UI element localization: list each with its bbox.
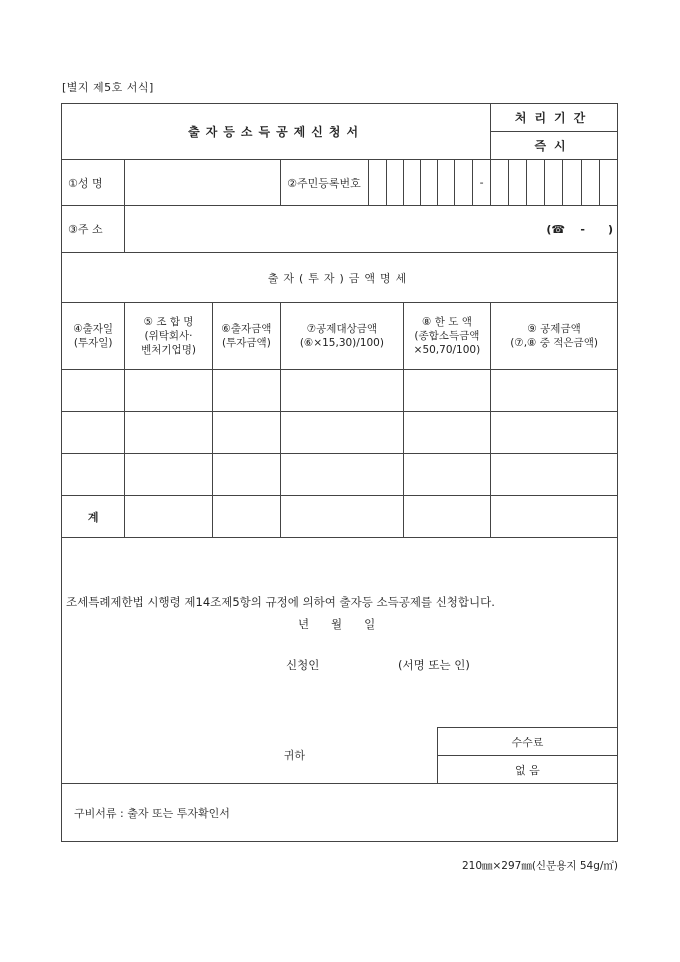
total-row <box>62 496 618 538</box>
col-header-line: ⑤ 조 합 명 <box>143 316 194 328</box>
table-row <box>62 454 618 496</box>
table-cell[interactable] <box>403 496 490 538</box>
address-input-cell[interactable] <box>125 206 618 253</box>
col-header-line: ×50,70/100) <box>413 344 481 356</box>
col-header-line: (⑦,⑧ 중 적은금액) <box>510 337 598 349</box>
processing-period-value: 즉시 <box>491 132 618 160</box>
detail-title-cell <box>62 253 618 303</box>
table-cell[interactable] <box>212 412 280 454</box>
col-header-deductible-amount <box>281 303 404 370</box>
table-cell[interactable] <box>491 370 618 412</box>
table-cell[interactable] <box>62 412 125 454</box>
addressee: 귀하 <box>283 749 306 763</box>
col-header-fund-name <box>125 303 212 370</box>
fee-label: 수수료 <box>437 728 617 756</box>
col-header-line: ⑥출자금액 <box>221 323 272 335</box>
col-header-line: 벤처기업명) <box>141 344 196 356</box>
rrn-digit-3[interactable] <box>403 160 420 206</box>
table-cell[interactable] <box>125 496 212 538</box>
table-cell[interactable] <box>212 454 280 496</box>
table-cell[interactable] <box>403 370 490 412</box>
rrn-digit-10[interactable] <box>545 160 563 206</box>
table-cell[interactable] <box>281 370 404 412</box>
required-docs: 구비서류 : 출자 또는 투자확인서 <box>62 784 618 842</box>
fee-value: 없 음 <box>437 756 617 784</box>
table-cell[interactable] <box>281 496 404 538</box>
table-cell[interactable] <box>403 454 490 496</box>
table-cell[interactable] <box>62 454 125 496</box>
table-cell[interactable] <box>212 496 280 538</box>
processing-period-label: 처리기간 <box>491 104 618 132</box>
table-cell[interactable] <box>212 370 280 412</box>
rrn-separator: - <box>473 160 491 206</box>
applicant-label: 신청인 <box>286 658 320 672</box>
table-row <box>62 370 618 412</box>
phone-field: (☎ - ) <box>546 222 613 236</box>
declaration-text: 조세특례제한법 시행령 제14조제5항의 규정에 의하여 출자등 소득공제를 신청합니다. <box>66 595 495 609</box>
col-header-line: ④출자일 <box>73 323 114 335</box>
table-cell[interactable] <box>281 454 404 496</box>
name-label: ①성 명 <box>62 160 125 206</box>
rrn-digit-9[interactable] <box>527 160 545 206</box>
table-row <box>62 412 618 454</box>
table-cell[interactable] <box>403 412 490 454</box>
rrn-digit-5[interactable] <box>437 160 454 206</box>
date-line: 년 월 일 <box>298 617 376 631</box>
table-cell[interactable] <box>125 454 212 496</box>
col-header-line: ⑦공제대상금액 <box>306 323 378 335</box>
signature-label: (서명 또는 인) <box>398 658 470 672</box>
rrn-digit-8[interactable] <box>509 160 527 206</box>
col-header-line: (⑥×15,30)/100) <box>299 337 384 349</box>
rrn-digit-6[interactable] <box>454 160 472 206</box>
table-cell[interactable] <box>491 454 618 496</box>
table-cell[interactable] <box>281 412 404 454</box>
col-header-line: (종합소득금액 <box>414 330 480 342</box>
addressee-cell <box>62 728 438 784</box>
col-header-line: (투자금액) <box>222 337 271 349</box>
rrn-digit-13[interactable] <box>599 160 617 206</box>
rrn-digit-4[interactable] <box>420 160 437 206</box>
table-cell[interactable] <box>491 412 618 454</box>
detail-title: 출자(투자)금액명세 <box>267 271 412 285</box>
table-cell[interactable] <box>125 370 212 412</box>
form-title: 출자등소득공제신청서 <box>188 125 365 139</box>
col-header-line: ⑨ 공제금액 <box>527 323 581 335</box>
form-title-cell <box>62 104 491 160</box>
address-label: ③주 소 <box>62 206 125 253</box>
rrn-label: ②주민등록번호 <box>281 160 368 206</box>
table-cell[interactable] <box>491 496 618 538</box>
paper-spec-note: 210㎜×297㎜(신문용지 54g/㎡) <box>461 860 618 872</box>
rrn-digit-2[interactable] <box>386 160 403 206</box>
col-header-deduction-amount <box>491 303 618 370</box>
rrn-digit-1[interactable] <box>368 160 386 206</box>
col-header-line: (위탁회사· <box>144 330 193 342</box>
rrn-digit-12[interactable] <box>581 160 599 206</box>
form-number-label: [별지 제5호 서식] <box>62 81 154 94</box>
application-form-table <box>61 103 618 842</box>
col-header-investment-date <box>62 303 125 370</box>
declaration-cell <box>62 538 618 728</box>
name-input-cell[interactable] <box>125 160 281 206</box>
total-label: 계 <box>62 496 125 538</box>
col-header-line: (투자일) <box>73 337 113 349</box>
rrn-digit-11[interactable] <box>563 160 581 206</box>
rrn-digit-7[interactable] <box>491 160 509 206</box>
col-header-line: ⑧ 한 도 액 <box>421 316 472 328</box>
table-cell[interactable] <box>125 412 212 454</box>
col-header-investment-amount <box>212 303 280 370</box>
col-header-limit-amount <box>403 303 490 370</box>
table-cell[interactable] <box>62 370 125 412</box>
